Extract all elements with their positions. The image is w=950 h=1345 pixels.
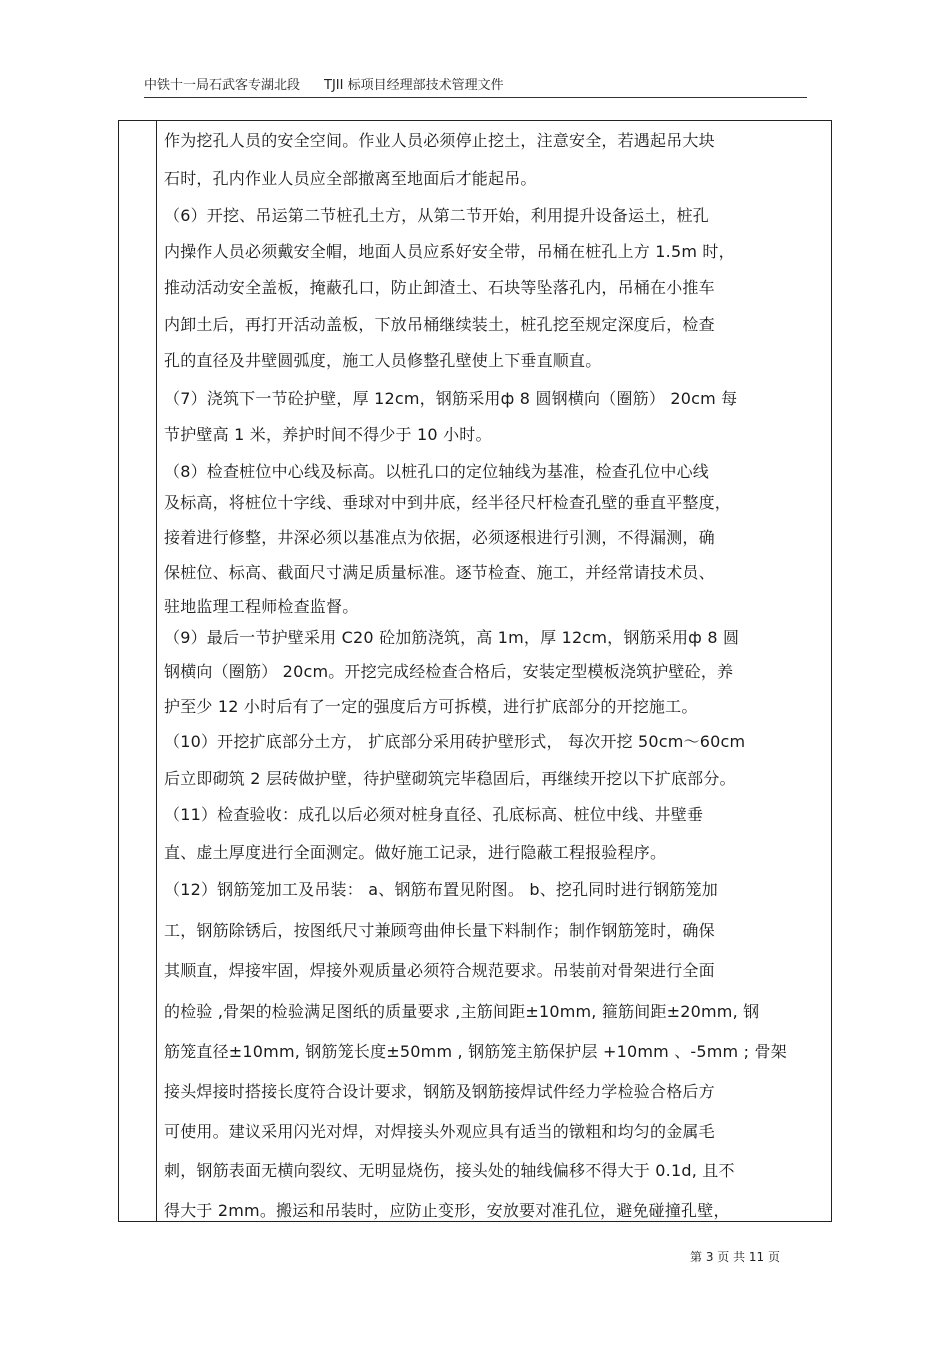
text-line: 作为挖孔人员的安全空间。作业人员必须停止挖土，注意安全，若遇起吊大块 xyxy=(164,131,715,150)
text-line: 护至少 12 小时后有了一定的强度后方可拆模，进行扩底部分的开挖施工。 xyxy=(164,697,698,716)
text-line: 节护壁高 1 米，养护时间不得少于 10 小时。 xyxy=(164,425,492,444)
header-rule xyxy=(144,97,807,98)
page-number: 第 3 页 共 11 页 xyxy=(690,1250,780,1264)
text-line: 接着进行修整，井深必须以基准点为依据，必须逐根进行引测，不得漏测，确 xyxy=(164,528,715,547)
table-bottom-left xyxy=(119,1221,156,1222)
text-line: 孔的直径及井壁圆弧度，施工人员修整孔壁使上下垂直顺直。 xyxy=(164,351,602,370)
text-line: 刺，钢筋表面无横向裂纹、无明显烧伤，接头处的轴线偏移不得大于 0.1d, 且不 xyxy=(164,1161,735,1180)
text-line: （9）最后一节护壁采用 C20 砼加筋浇筑，高 1m，厚 12cm，钢筋采用ф 8 圆 xyxy=(164,628,740,647)
text-line: （11）检查验收：成孔以后必须对桩身直径、孔底标高、桩位中线、井壁垂 xyxy=(164,805,704,824)
text-line: 工，钢筋除锈后，按图纸尺寸兼顾弯曲伸长量下料制作；制作钢筋笼时，确保 xyxy=(164,921,715,940)
text-line: 推动活动安全盖板，掩蔽孔口，防止卸渣土、石块等坠落孔内，吊桶在小推车 xyxy=(164,278,715,297)
text-line: （7）浇筑下一节砼护壁，厚 12cm，钢筋采用ф 8 圆钢横向（圈筋） 20cm 每 xyxy=(164,389,738,408)
text-line: 内操作人员必须戴安全帽，地面人员应系好安全带，吊桶在桩孔上方 1.5m 时， xyxy=(164,242,735,261)
text-line: 接头焊接时搭接长度符合设计要求，钢筋及钢筋接焊试件经力学检验合格后方 xyxy=(164,1082,715,1101)
page-header xyxy=(144,74,504,93)
text-line: （10）开挖扩底部分土方， 扩底部分采用砖护壁形式， 每次开挖 50cm～60cm xyxy=(164,732,746,751)
text-line: （8）检查桩位中心线及标高。以桩孔口的定位轴线为基准，检查孔位中心线 xyxy=(164,462,709,481)
header-project: TJII 标项目经理部技术管理文件 xyxy=(324,78,504,93)
text-line: 可使用。建议采用闪光对焊，对焊接头外观应具有适当的镦粗和均匀的金属毛 xyxy=(164,1122,715,1141)
text-line: 钢横向（圈筋） 20cm。开挖完成经检查合格后，安装定型模板浇筑护壁砼，养 xyxy=(164,662,734,681)
text-line: （6）开挖、吊运第二节桩孔土方，从第二节开始，利用提升设备运土，桩孔 xyxy=(164,206,709,225)
table-column-divider xyxy=(156,121,157,1222)
text-line: 得大于 2mm。搬运和吊装时，应防止变形，安放要对准孔位，避免碰撞孔壁， xyxy=(164,1201,730,1220)
text-line: 其顺直，焊接牢固，焊接外观质量必须符合规范要求。吊装前对骨架进行全面 xyxy=(164,961,715,980)
text-line: 内卸土后，再打开活动盖板，下放吊桶继续装土，桩孔挖至规定深度后，检查 xyxy=(164,315,715,334)
text-line: 及标高，将桩位十字线、垂球对中到井底，经半径尺杆检查孔壁的垂直平整度， xyxy=(164,493,732,512)
text-line: 的检验 ,骨架的检验满足图纸的质量要求 ,主筋间距±10mm, 箍筋间距±20mm, 钢 xyxy=(164,1002,760,1021)
text-line: 石时，孔内作业人员应全部撤离至地面后才能起吊。 xyxy=(164,169,537,188)
text-line: 保桩位、标高、截面尺寸满足质量标准。逐节检查、施工，并经常请技术员、 xyxy=(164,563,715,582)
text-line: 后立即砌筑 2 层砖做护壁，待护壁砌筑完毕稳固后，再继续开挖以下扩底部分。 xyxy=(164,769,736,788)
text-line: 驻地监理工程师检查监督。 xyxy=(164,597,359,616)
text-line: 直、虚土厚度进行全面测定。做好施工记录，进行隐蔽工程报验程序。 xyxy=(164,843,667,862)
text-line: 筋笼直径±10mm, 钢筋笼长度±50mm , 钢筋笼主筋保护层 +10mm 、-5mm ; 骨架 xyxy=(164,1042,787,1061)
text-line: （12）钢筋笼加工及吊装： a、钢筋布置见附图。 b、挖孔同时进行钢筋笼加 xyxy=(164,880,718,899)
header-org: 中铁十一局石武客专湖北段 xyxy=(144,78,301,93)
